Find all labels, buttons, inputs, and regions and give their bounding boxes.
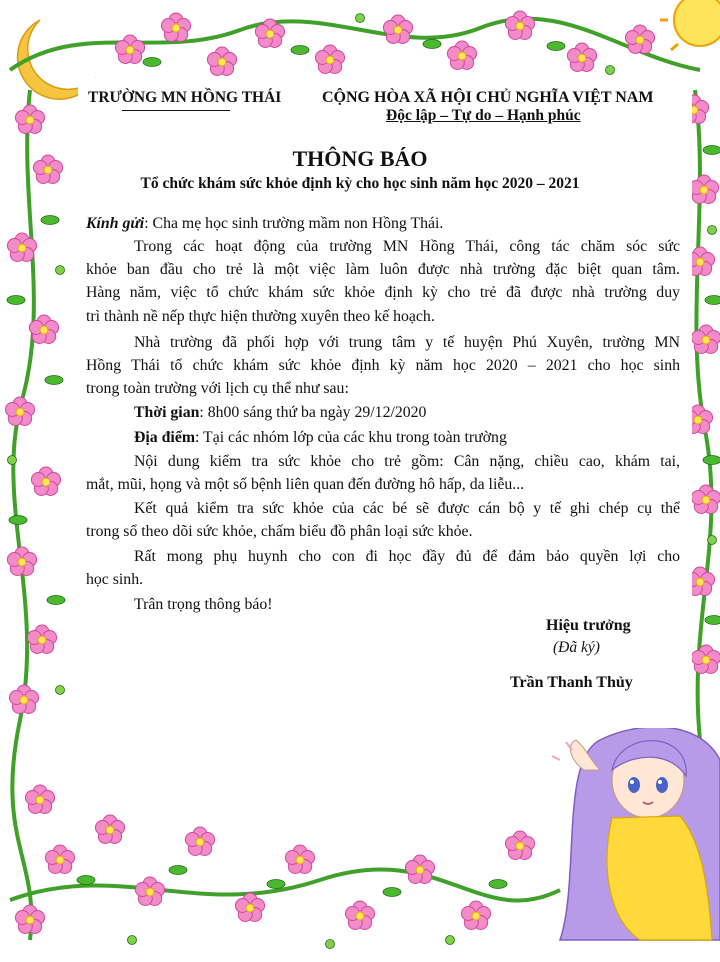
girl-illustration: [552, 727, 720, 940]
paragraph-line: Nội dung kiểm tra sức khỏe cho trẻ gồm: Cân nặng, chiều cao, khám tai,: [134, 453, 680, 470]
paragraph-line: trì thành nề nếp thực hiện thường xuyên theo kế hoạch.: [86, 307, 435, 325]
time-label: Thời gian: [134, 404, 200, 421]
paragraph-line: học sinh.: [86, 571, 144, 589]
paragraph-line: Nhà trường đã phối hợp với trung tâm y tế huyện Phú Xuyên, trường MN: [134, 334, 680, 351]
content-info: [86, 450, 680, 496]
time-text: : 8h00 sáng thứ ba ngày 29/12/2020: [199, 404, 427, 421]
school-underline: [122, 110, 230, 111]
school-name: TRƯỜNG MN HỒNG THÁI: [88, 89, 282, 106]
time-info: [86, 401, 680, 424]
result-info: [86, 497, 680, 543]
nation-name: CỘNG HÒA XÃ HỘI CHỦ NGHĨA VIỆT NAM: [322, 89, 654, 106]
signature-name: Trần Thanh Thủy: [510, 674, 633, 691]
signature-role: Hiệu trưởng: [546, 617, 631, 634]
paragraph-line: Hồng Thái tổ chức khám sức khỏe định kỳ năm học 2020 – 2021 cho học sinh: [86, 357, 680, 375]
sun-icon: [660, 0, 720, 50]
location-text: : Tại các nhóm lớp của các khu trong toàn trường: [195, 429, 507, 446]
paragraph-2: [86, 331, 680, 401]
page-title: THÔNG BÁO: [292, 146, 428, 171]
paragraph-line: trong toàn trường với lịch cụ thể như sau:: [86, 380, 349, 398]
paragraph-line: mắt, mũi, họng và một số bệnh liên quan đến đường hô hấp, da liễu...: [86, 476, 525, 494]
closing-text: Trân trọng thông báo!: [134, 596, 273, 613]
paragraph-line: khỏe ban đầu cho trẻ là một việc làm luôn được nhà trường đặc biệt quan tâm.: [86, 261, 680, 279]
nation-motto: Độc lập – Tự do – Hạnh phúc: [386, 107, 581, 124]
paragraph-line: Hàng năm, việc tổ chức khám sức khỏe định kỳ cho trẻ đã được nhà trường duy: [86, 284, 680, 302]
greeting: [86, 212, 680, 235]
paragraph-1: [86, 235, 680, 328]
location-label: Địa điểm: [134, 429, 195, 446]
paragraph-line: trong sổ theo dõi sức khỏe, chấm biểu đồ phân loại sức khỏe.: [86, 523, 473, 541]
paragraph-line: Rất mong phụ huynh cho con đi học đầy đủ để đảm bảo quyền lợi cho: [134, 548, 680, 565]
greeting-label: Kính gửi: [86, 215, 145, 232]
request-info: [86, 545, 680, 591]
paragraph-line: Trong các hoạt động của trường MN Hồng Thái, công tác chăm sóc sức: [134, 238, 680, 255]
paragraph-line: Kết quả kiểm tra sức khỏe của các bé sẽ được cán bộ y tế ghi chép cụ thể: [134, 500, 680, 517]
location-info: [86, 426, 680, 449]
closing-line: [86, 593, 680, 616]
greeting-text: : Cha mẹ học sinh trường mầm non Hồng Thái.: [144, 215, 444, 232]
signature-status: (Đã ký): [553, 639, 600, 656]
page-subtitle: Tổ chức khám sức khỏe định kỳ cho học sinh năm học 2020 – 2021: [140, 175, 580, 192]
